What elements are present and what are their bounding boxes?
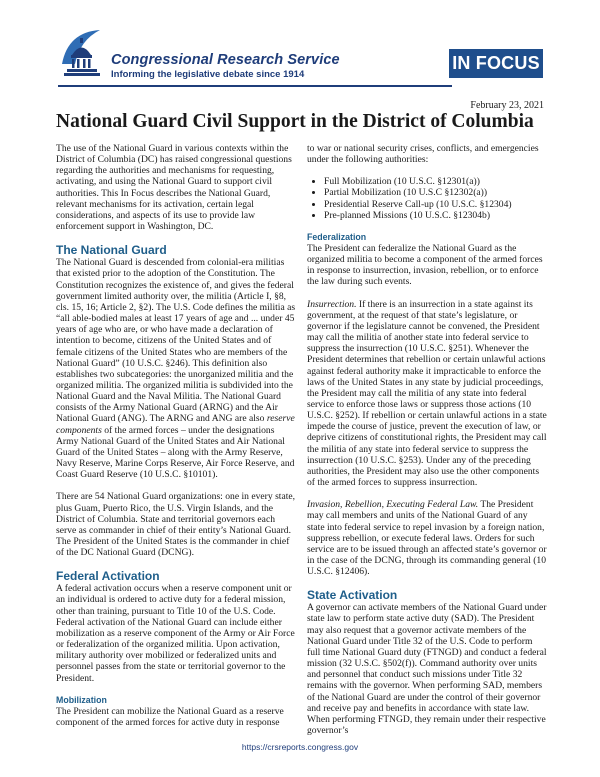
text-run: of the armed forces – under the designations Army National Guard of the United States and Air National Guard of the United States – along with the Army Reserve, Navy Reserve, Marine Corps Reserve, Air Force Reserve, and Coast Guard Reserve (10 U.S.C. §10101). (56, 424, 295, 481)
left-column (56, 143, 296, 739)
list-item: • Full Mobilization (10 U.S.C. §12301(a)) (324, 176, 547, 187)
header-rule (58, 85, 452, 87)
footer-url[interactable]: https://crsreports.congress.gov (241, 742, 359, 752)
right-column (307, 143, 547, 747)
section-heading-state-activation: State Activation (307, 588, 398, 603)
invasion-paragraph (307, 499, 547, 577)
national-guard-paragraph-2: There are 54 National Guard organizations: one in every state, plus Guam, Puerto Rico, the U.S. Virgin Islands, and the District of Columbia. State and territorial governors each serve as commander in chief of their entity’s National Guard. The President of the United States is the commander in chief of the DC National Guard (DCNG). (56, 491, 296, 559)
intro-paragraph: The use of the National Guard in various contexts within the District of Columbia (DC) has raised congressional questions regarding the authorities and mechanisms for requesting, activating, and using the National Guard to support civil authorities. This In Focus describes the National Guard, relevant mechanisms for its activation, certain legal considerations, and aspects of its use to provide law enforcement support in Washington, DC. (56, 143, 292, 233)
capitol-dome-icon (58, 24, 106, 80)
text-run: The President may call members and units of the National Guard of any state into federal service to repel invasion by a foreign nation, suppress rebellion, or execute federal laws. Orders for such service are to be issued through an affected state’s governor or in the case of the DCNG, through its commanding general (10 U.S.C. §12406). (307, 499, 547, 578)
state-activation-paragraph: A governor can activate members of the National Guard under state law to perform state active duty (SAD). The President may also request that a governor activate members of the National Guard under Title 32 of the U.S. Code to perform full time National Guard duty (FTNGD) and conduct a federal mission (32 U.S.C. §502(f)). Command authority over units and personnel that conduct such missions under Title 32 remains with the governor. When performing SAD, members of the National Guard are under the control of their governor and receive pay and benefits in accordance with state law. When performing FTNGD, they remain under their respective governor’s (307, 602, 547, 737)
section-heading-federal-activation: Federal Activation (56, 569, 160, 584)
list-item: • Partial Mobilization (10 U.S.C §12302(a)) (324, 187, 547, 198)
page-header (0, 0, 600, 95)
list-item: • Pre-planned Missions (10 U.S.C. §12304b) (324, 210, 547, 221)
insurrection-paragraph (307, 299, 547, 489)
in-focus-badge: IN FOCUS (449, 49, 543, 78)
national-guard-paragraph-1 (56, 257, 296, 480)
org-name: Congressional Research Service (111, 52, 340, 68)
mobilization-continued-paragraph: to war or national security crises, conflicts, and emergencies under the following authorities: (307, 143, 539, 166)
mobilization-paragraph: The President can mobilize the National Guard as a reserve component of the armed forces for active duty in response (56, 705, 284, 728)
emphasis-text: reserve components (56, 413, 295, 436)
page-title: National Guard Civil Support in the District of Columbia (56, 111, 534, 132)
federal-activation-paragraph: A federal activation occurs when a reserve component unit or an individual is ordered to active duty for a federal mission, other than training, pursuant to Title 10 of the U.S. Code. Federal activation of the National Guard can include either mobilization as a reserve component of the Army or Air Force or federalization of the organized militia. Upon activation, military authority over mobilized or federalized units and personnel passes from the state or territorial governor to the President. (56, 583, 295, 684)
subheading-federalization: Federalization (307, 231, 367, 242)
invasion-lead: Invasion, Rebellion, Executing Federal Law. (307, 499, 479, 511)
text-run: If there is an insurrection in a state against its government, at the request of that state’s legislature, or governor if the legislature cannot be convened, the President may call the militia of another state into federal service to suppress the insurrection (10 U.S.C. §251). Whenever the President determines that rebellion or certain unlawful actions against federal authority make it impracticable to enforce the laws of the United States in any state by judicial proceedings, the President may call the militia of any state into federal service to enforce those laws or suppress those actions (10 U.S.C. §252). If rebellion or certain unlawful actions in a state impede the course of justice, prevent the execution of law, or deprive citizens of constitutional rights, the President may call the militia of any state into federal service to suppress the insurrection (10 U.S.C. §253). Under any of the preceding authorities, the President may also use the other components of the armed forces to suppress insurrection. (307, 298, 547, 489)
federalization-paragraph: The President can federalize the National Guard as the organized militia to become a component of the armed forces in response to insurrection, invasion, rebellion, or to enforce the law during such events. (307, 242, 543, 288)
insurrection-lead: Insurrection. (307, 298, 357, 310)
list-item: • Presidential Reserve Call-up (10 U.S.C. §12304) (324, 199, 547, 210)
mobilization-authorities-list (307, 176, 547, 221)
org-tagline: Informing the legislative debate since 1914 (111, 69, 305, 80)
text-run: The National Guard is descended from colonial-era militias that existed prior to the adoption of the Constitution. The Constitution recognizes the existence of, and gives the federal government limited authority over, the militia (Article I, §8, cls. 15, 16; Article 2, §2). The U.S. Code defines the militia as “all able-bodied males at least 17 years of age and ... under 45 years of age who are, or who have made a declaration of intention to become, citizens of the United States and of female citizens of the United States who are members of the National Guard” (10 U.S.C. §246). This definition also establishes two subcategories: the unorganized militia and the organized militia. The organized militia is subdivided into the National Guard and the Naval Militia. The National Guard consists of the Army National Guard (ARNG) and the Air National Guard (ANG). The ARNG and ANG are also (56, 257, 296, 425)
publication-date: February 23, 2021 (470, 100, 544, 111)
subheading-mobilization: Mobilization (56, 694, 107, 705)
section-heading-national-guard: The National Guard (56, 243, 167, 258)
